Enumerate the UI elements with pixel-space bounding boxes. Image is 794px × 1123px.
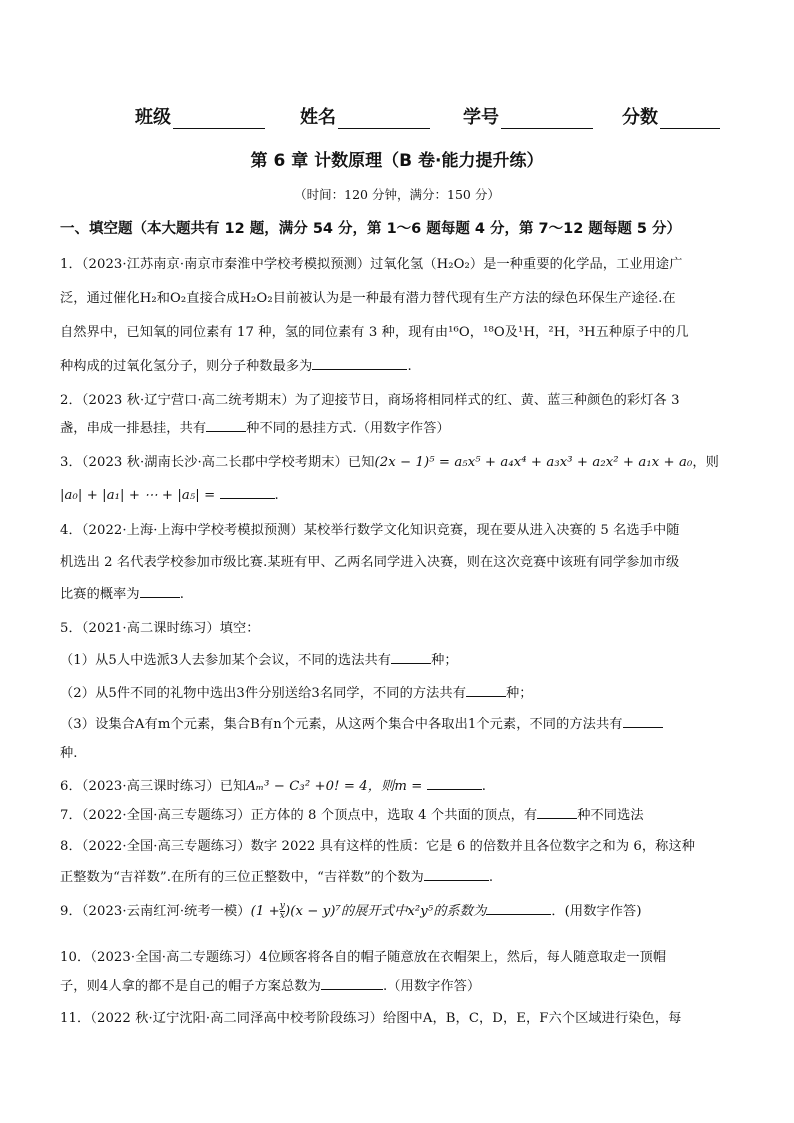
q9-answer-blank[interactable] [486, 901, 551, 915]
q9-fraction: $\frac{y}{x}$ [279, 901, 285, 921]
q10-answer-blank[interactable] [321, 976, 383, 990]
student-id-label: 学号 [463, 107, 499, 128]
q8-line-2: 正整数为“吉祥数”.在所有的三位正整数中，“吉祥数”的个数为 . [60, 866, 740, 885]
q11-line-1: 11．（2022 秋·辽宁沈阳·高二同泽高中校考阶段练习）给图中A，B，C，D，E，F六个区域进行染色，每 [60, 1011, 682, 1026]
q4-line-3: 比赛的概率为 . [60, 583, 740, 602]
q4-answer-blank[interactable] [140, 584, 180, 598]
q7-answer-blank[interactable] [537, 805, 577, 819]
q6-line-1: 6．（2023·高三课时练习）已知Aₘ³ − C₃² +0! = 4，则m = . [60, 775, 740, 794]
q1-line-1: 1．（2023·江苏南京·南京市秦淮中学校考模拟预测）过氧化氢（H₂O₂）是一种重要的化学品，工业用途广 [60, 257, 683, 272]
q5-line-1: 5．（2021·高二课时练习）填空： [60, 621, 260, 636]
q5-sub-3: （3）设集合A有m个元素，集合B有n个元素，从这两个集合中各取出1个元素，不同的方法共有 [60, 713, 740, 732]
q8-answer-blank[interactable] [424, 867, 489, 881]
q5-1-answer-blank[interactable] [391, 650, 431, 664]
name-blank[interactable] [338, 108, 430, 129]
score-label: 分数 [622, 107, 658, 128]
score-blank[interactable] [660, 108, 720, 129]
q5-2-answer-blank[interactable] [466, 683, 506, 697]
q3-sum-formula: |a₀| + |a₁| + ⋯ + |a₅| = [60, 488, 216, 503]
q10-line-1: 10．（2023·全国·高二专题练习）4位顾客将各自的帽子随意放在衣帽架上，然后，每人随意取走一顶帽 [60, 950, 667, 965]
q10-line-2: 子，则4人拿的都不是自己的帽子方案总数为 .（用数字作答） [60, 975, 740, 994]
q6-answer-blank[interactable] [427, 776, 482, 790]
exam-time-info: （时间：120 分钟，满分：150 分） [294, 187, 500, 202]
q1-answer-blank[interactable] [312, 356, 407, 370]
q5-sub-3-cont: 种. [60, 746, 78, 761]
q9-line-1: 9．（2023·云南红河·统考一模）(1 + $\frac{y}{x}$ )(x − y)⁷的展开式中x²y⁵的系数为 ．(用数字作答) [60, 901, 642, 921]
q8-line-1: 8．（2022·全国·高三专题练习）数字 2022 具有这样的性质：它是 6 的倍数并且各位数字之和为 6，称这种 [60, 839, 696, 854]
score-field [622, 103, 720, 129]
q5-sub-1: （1）从5人中选派3人去参加某个会议，不同的选法共有 种； [60, 649, 740, 668]
section-heading: 一、填空题（本大题共有 12 题，满分 54 分，第 1～6 题每题 4 分，第 7～12 题每题 5 分） [60, 221, 682, 237]
q9-formula: (1 + $\frac{y}{x}$ )(x − y)⁷的展开式中x²y⁵的系数为 [250, 901, 487, 921]
q4-line-1: 4．（2022·上海·上海中学校考模拟预测）某校举行数学文化知识竞赛，现在要从进入决赛的 5 名选手中随 [60, 523, 680, 538]
q3-line-1: 3．（2023 秋·湖南长沙·高二长郡中学校考期末）已知(2x − 1)⁵ = a₅x⁵ + a₄x⁴ + a₃x³ + a₂x² + a₁x + a₀，则 [60, 455, 719, 470]
q5-sub-2: （2）从5件不同的礼物中选出3件分别送给3名同学，不同的方法共有 种； [60, 682, 740, 701]
q4-line-2: 机选出 2 名代表学校参加市级比赛.某班有甲、乙两名同学进入决赛，则在这次竞赛中该班有同学参加市级 [60, 555, 680, 570]
q2-line-2: 盏，串成一排悬挂，共有 种不同的悬挂方式.（用数字作答） [60, 417, 740, 436]
q6-formula: Aₘ³ − C₃² +0! = 4，则m = [246, 779, 423, 794]
class-blank[interactable] [173, 108, 265, 129]
student-info-row [0, 103, 794, 131]
class-field [135, 103, 265, 129]
q2-line-1: 2．（2023 秋·辽宁营口·高二统考期末）为了迎接节日，商场将相同样式的红、黄、蓝三种颜色的彩灯各 3 [60, 393, 680, 408]
q1-line-4: 种构成的过氧化氢分子，则分子种数最多为 . [60, 355, 740, 374]
name-label: 姓名 [300, 107, 336, 128]
q3-expansion-formula: (2x − 1)⁵ = a₅x⁵ + a₄x⁴ + a₃x³ + a₂x² + a₁x + a₀ [374, 455, 693, 470]
class-label: 班级 [135, 107, 171, 128]
q1-line-3: 自然界中，已知氧的同位素有 17 种，氢的同位素有 3 种，现有由¹⁶O，¹⁸O及¹H，²H，³H五种原子中的几 [60, 325, 689, 340]
q5-3-answer-blank[interactable] [623, 714, 663, 728]
student-id-blank[interactable] [501, 108, 593, 129]
name-field [300, 103, 430, 129]
q3-answer-blank[interactable] [220, 485, 275, 499]
q7-line-1: 7．（2022·全国·高三专题练习）正方体的 8 个顶点中，选取 4 个共面的顶点，有 种不同选法 [60, 804, 740, 823]
q3-line-2: |a₀| + |a₁| + ⋯ + |a₅| = . [60, 485, 740, 503]
student-id-field [463, 103, 593, 129]
page-title: 第 6 章 计数原理（B 卷·能力提升练） [250, 151, 544, 171]
q2-answer-blank[interactable] [206, 418, 246, 432]
q1-line-2: 泛，通过催化H₂和O₂直接合成H₂O₂目前被认为是一种最有潜力替代现有生产方法的绿色环保生产途径.在 [60, 291, 676, 306]
